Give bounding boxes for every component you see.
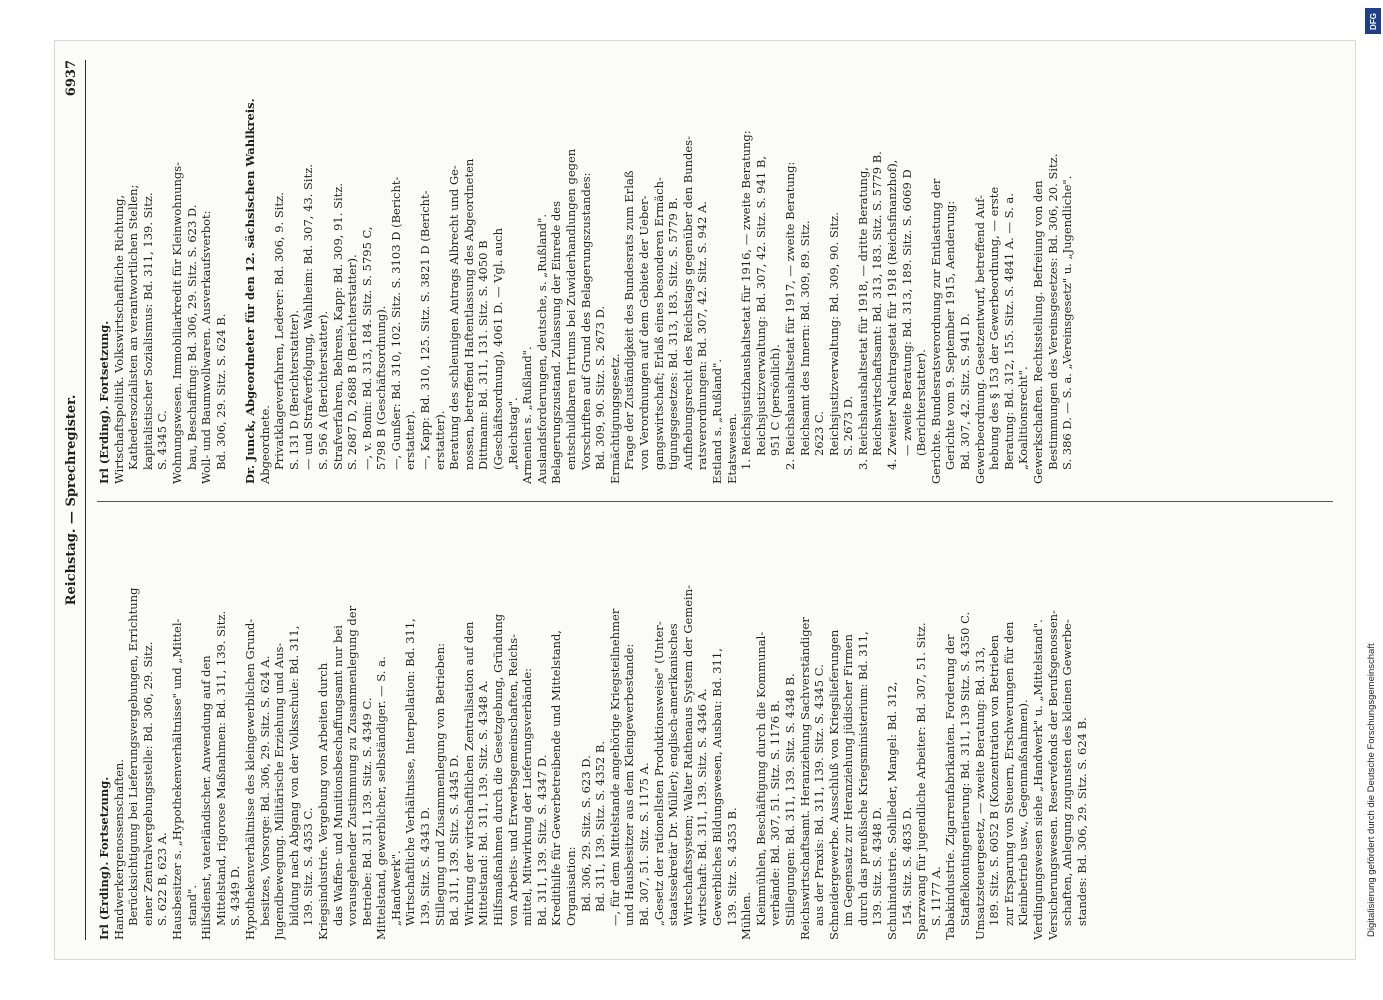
index-line: Bd. 306, 29. Sitz. S. 623 D. (578, 755, 593, 912)
index-line: Reichsjustizverwaltung: Bd. 307, 42. Sitz. S. 941 B, (753, 156, 768, 456)
index-line: Gerichte vom 9. September 1915, Aenderung: (943, 200, 958, 470)
index-line: Stillegung und Zusammenlegung von Betrieben: (432, 642, 447, 926)
left-column (97, 516, 1337, 940)
index-line: kapitalistischer Sozialismus: Bd. 311, 139. Sitz. (140, 192, 155, 470)
index-line: Vorschriften auf Grund des Belagerungszustandes: (578, 172, 593, 470)
index-line: „Reichstag". (505, 397, 520, 470)
index-line: Frage der Zuständigkeit des Bundesrats zum Erlaß (622, 170, 637, 470)
index-line: Schuhindustrie. Sohlleder, Mangel: Bd. 312, (885, 681, 900, 940)
index-line: S. 956 A (Berichterstatter). (315, 310, 330, 470)
index-line: Beratung: Bd. 312, 155. Sitz. S. 4841 A. — S. a. (1001, 193, 1016, 470)
index-line (228, 60, 243, 484)
index-line: Reichsjustizverwaltung: Bd. 309, 90. Sitz. (826, 212, 841, 456)
index-line: S. 131 D (Berichterstatter). (286, 309, 301, 470)
index-line: standes: Bd. 306, 29. Sitz. S. 624 B. (1074, 717, 1089, 926)
index-line: —, Gunßer: Bd. 310, 102. Sitz. S. 3103 D (Bericht- (388, 176, 403, 470)
index-line: S. 4349 D. (228, 865, 243, 926)
dfg-logo (1365, 8, 1381, 34)
index-line: S. 1177 A. (928, 866, 943, 926)
index-line: S. 2687 D, 2688 B (Berichterstatter). (345, 254, 360, 470)
index-line: besitzes, Vorsorge: Bd. 306, 29. Sitz. S. 624 A. (257, 655, 272, 926)
index-line: Etatswesen. (724, 413, 739, 484)
index-line: 2. Reichshaushaltsetat für 1917, — zweite Beratung: (782, 161, 797, 470)
index-line: von Verordnungen auf dem Gebiete der Ueber- (636, 195, 651, 470)
index-line: Bd. 306, 29. Sitz. S. 624 B. (213, 313, 228, 470)
index-line: 5798 B (Geschäftsordnung). (374, 305, 389, 470)
index-line: Hilfsmaßnahmen durch die Gesetzgebung, Gründung (491, 613, 506, 926)
index-line: S. 386 D. — S. a. „Vereinsgesetz" u. „Jugendliche". (1060, 175, 1075, 470)
index-line: S. 2673 D. (841, 395, 856, 456)
index-line: Berücksichtigung bei Lieferungsvergebungen, Errichtung (126, 587, 141, 926)
index-line: Kredithilfe für Gewerbetreibende und Mittelstand, (549, 630, 564, 926)
index-line: Bd. 307, 42. Sitz. S. 941 D. (958, 313, 973, 470)
index-line: ratsverordnungen: Bd. 307, 42. Sitz. S. 942 A. (695, 200, 710, 470)
digitization-sidebar (1363, 40, 1379, 958)
index-line: Reichsamt des Innern: Bd. 309, 89. Sitz. (797, 220, 812, 456)
index-line: Aufhebungsrecht des Reichstags gegenüber den Bundes- (680, 136, 695, 470)
index-line: — und Strafverfolgung, Wahlheim: Bd. 307, 43. Sitz. (301, 164, 316, 470)
index-line: Mittelstand: Bd. 311, 139. Sitz. S. 4348 A. (476, 680, 491, 926)
index-line: Gewerkschaften. Rechtsstellung. Befreiung von den (1031, 180, 1045, 484)
index-line: — zweite Beratung: Bd. 313, 189. Sitz. S. 6069 D (899, 169, 914, 456)
index-line: und Hausbesitzer aus dem Kleingewerbestande: (622, 643, 637, 926)
index-line: erstatter). (403, 410, 418, 470)
index-line: Privatklageverfahren, Lederer: Bd. 306, 9. Sitz. (272, 192, 287, 470)
index-line: Sparzwang für jugendliche Arbeiter: Bd. 307, 51. Sitz. (914, 622, 929, 940)
index-line: (Geschäftsordnung), 4061 D. — Vgl. auch (491, 228, 506, 470)
index-line: bau, Beschaffung: Bd. 306, 29. Sitz. S. 623 D. (184, 204, 199, 470)
index-line: Dittmann: Bd. 311, 131. Sitz. S. 4050 B (476, 240, 491, 470)
index-line: gangswirtschaft; Erlaß eines besonderen Ermäch- (651, 177, 666, 470)
index-line: Abgeordnete. (257, 405, 272, 484)
index-line: Irl (Erding). Fortsetzung. (97, 776, 111, 940)
index-line: 139. Sitz. S. 4348 D. (870, 807, 885, 926)
index-line: Bd. 307, 51. Sitz. S. 1175 A. (636, 762, 651, 926)
index-line: Kriegsindustrie. Vergebung von Arbeiten durch (315, 662, 330, 940)
index-line: Mittelstand, rigorose Maßnahmen: Bd. 311, 139. Sitz. (213, 610, 228, 926)
index-line: nossen, betreffend Haftentlassung des Abgeordneten (461, 158, 476, 470)
index-line: Gewerbliches Bildungswesen, Ausbau: Bd. 311, (709, 648, 724, 926)
header-title: Reichstag. — Sprechregister. (64, 394, 79, 606)
index-line: Organisation: (564, 846, 578, 926)
index-line: wirtschaft: Bd. 311, 139. Sitz. S. 4346 A. (695, 688, 710, 926)
index-line: 2623 C. (812, 411, 827, 456)
index-line: Irl (Erding). Fortsetzung. (97, 320, 111, 484)
index-line: Versicherungswesen. Reservefonds der Berufsgenossen- (1045, 610, 1060, 940)
index-line: tigungsgesetzes: Bd. 313, 183. Sitz. S. 5779 B. (666, 197, 681, 470)
index-line: Umsatzsteuergesetz, — zweite Beratung: Bd. 313, (972, 646, 987, 940)
index-line: Mühlen. (739, 891, 754, 940)
index-line: hebung des § 153 der Gewerbeordnung, — erste (987, 186, 1002, 470)
index-line: Gewerbeordnung. Gesetzentwurf, betreffend Auf- (972, 194, 987, 484)
digitization-note: Digitalisierung gefördert durch die Deutsche Forschungsgemeinschaft (1366, 643, 1377, 937)
index-line: erstatter). (432, 410, 447, 470)
index-line: Bd. 311, 139. Sitz. S. 4352 B. (593, 740, 608, 912)
index-line: bildung nach Abgang von der Volksschule: Bd. 311, (286, 625, 301, 926)
index-line: Auslandsforderungen, deutsche, s. „Rußland". (534, 213, 549, 484)
index-line: Hausbesitzer s. „Hypothekenverhältnisse" und „Mittel- (169, 618, 184, 940)
index-line: Stillegungen: Bd. 311, 139. Sitz. S. 4348 B. (782, 673, 797, 926)
index-line: Ermächtigungsgesetz. (607, 353, 622, 484)
index-line: Wirkung der wirtschaftlichen Zentralisation auf den (461, 621, 476, 926)
index-line: das Waffen- und Munitionsbeschaffungsamt nur bei (330, 625, 345, 926)
index-line: 951 C (persönlich). (768, 344, 783, 456)
index-line: „Gesetz der rationellsten Produktionsweise" (Unter- (651, 621, 666, 926)
column-divider (97, 501, 1333, 502)
index-line: Jugendbewegung. Militärische Erziehung und Aus- (272, 642, 287, 940)
index-line: schaften, Anlegung zugunsten des kleinen Gewerbe- (1060, 619, 1075, 926)
index-line: Reichswirtschaftsamt. Heranziehung Sachverständiger (797, 617, 812, 940)
index-line: „Handwerk". (388, 850, 403, 926)
index-line: 139. Sitz. S. 4353 C. (301, 807, 316, 926)
index-line: Armenien s. „Rußland". (520, 346, 535, 484)
index-line: Verdingungswesen siehe „Handwerk" u. „Mittelstand". (1031, 619, 1045, 940)
index-line: Bd. 311, 139. Sitz. S. 4347 D. (534, 754, 549, 926)
index-line: —, für dem Mittelstande angehörige Kriegsteilnehmer (607, 608, 622, 926)
index-line: Beratung des schleunigen Antrags Albrecht und Ge- (447, 165, 462, 470)
index-line: aus der Praxis: Bd. 311, 139. Sitz. S. 4345 C. (812, 664, 827, 926)
index-line: —, v. Bonin: Bd. 313, 184. Sitz. S. 5795 C, (359, 226, 374, 470)
index-line: verbände: Bd. 307, 51. Sitz. S. 1176 B. (768, 700, 783, 926)
index-line: Mittelstand, gewerblicher, selbständiger. — S. a. (374, 656, 389, 940)
index-line: vorausgehender Zustimmung zu Zusammenlegung der (345, 605, 360, 926)
index-line: Bd. 311, 139. Sitz. S. 4345 D. (447, 754, 462, 926)
index-line: Woll- und Baumwollwaren. Ausverkaufsverbot: (199, 210, 214, 484)
index-line: entschuldbaren Irrtums bei Zuwiderhandlungen gegen (564, 148, 578, 470)
index-line: mittel, Mitwirkung der Lieferungsverbände: (520, 667, 535, 926)
index-line: Bd. 309, 90. Sitz. S. 2673 D. (593, 305, 608, 470)
page-header (63, 60, 86, 940)
index-line: Reichswirtschaftsamt: Bd. 313, 183. Sitz. S. 5779 B. (870, 151, 885, 456)
index-line: 189. Sitz. S. 6052 B (Konzentration von Betrieben (987, 634, 1002, 926)
index-line: Betriebe: Bd. 311, 139. Sitz. S. 4349 C. (359, 697, 374, 926)
index-line: Wirtschaftssystem; Walter Rathenaus System der Gemein- (680, 585, 695, 926)
index-line: von Arbeits- und Erwerbsgemeinschaften, Reichs- (505, 633, 520, 926)
index-line: zur Ersparung von Steuern, Erschwerungen für den (1001, 621, 1016, 926)
index-line: Estland s. „Rußland". (709, 358, 724, 484)
index-line: Handwerkergenossenschaften. (111, 759, 126, 940)
index-line: 139. Sitz. S. 4353 B. (724, 807, 739, 926)
index-line: Hypothekenverhältnisse des kleingewerblichen Grund- (242, 618, 257, 940)
index-line: 139. Sitz. S. 4343 D. (418, 807, 433, 926)
index-line: 4. Zweiter Nachtragsetat für 1918 (Reichsfinanzhof), (885, 159, 900, 470)
dfg-logo-text: DFG (1368, 12, 1378, 30)
index-line: im Gegensatz zur Heranziehung jüdischer Firmen (841, 634, 856, 926)
index-line: Tabakindustrie. Zigarrenfabrikanten. Forderung der (943, 634, 958, 940)
index-line: Hilfsdienst, vaterländischer. Anwendung auf den (199, 655, 214, 940)
index-line: durch das preußische Kriegsministerium: Bd. 311, (855, 631, 870, 926)
index-line: —, Kapp: Bd. 310, 125. Sitz. S. 3821 D (Bericht- (418, 190, 433, 470)
index-line: S. 622 B, 623 A. (155, 832, 170, 926)
index-line: Wirtschaftspolitik. Volkswirtschaftliche Richtung, (111, 194, 126, 484)
index-line: „Koalitionsrecht". (1016, 366, 1031, 470)
index-line: Bestimmungen des Vereinsgesetzes: Bd. 306, 20. Sitz. (1045, 153, 1060, 470)
index-line: 3. Reichshaushaltsetat für 1918, — dritte Beratung, (855, 167, 870, 470)
index-line: Gerichte. Bundesratsverordnung zur Entlastung der (928, 178, 943, 484)
index-line: Belagerungszustand. Zulassung der Einrede des (549, 200, 564, 484)
index-line: S. 4345 C. (155, 410, 170, 470)
index-line: (Berichterstatter). (914, 349, 929, 456)
index-line: Kathedersozialisten an verantwortlichen Stellen; (126, 184, 141, 470)
page-number: 6937 (64, 60, 79, 97)
index-line: staatssekretär Dr. Müller); englisch-amerikanisches (666, 623, 681, 926)
scanned-page (54, 40, 1356, 960)
rotated-page (55, 40, 1355, 960)
index-line: 154. Sitz. S. 4835 D. (899, 807, 914, 926)
index-line: Dr. Junck, Abgeordneter für den 12. sächsischen Wahlkreis. (242, 98, 257, 484)
index-line: 1. Reichsjustizhaushaltsetat für 1916, — zweite Beratung: (739, 130, 754, 470)
index-line: Strafverfahren, Behrens, Kapp: Bd. 309, 91. Sitz. (330, 183, 345, 470)
index-line: Staffelkontingentierung: Bd. 311, 139 Sitz. S. 4350 C. (958, 611, 973, 926)
index-line: Kleinmühlen, Beschäftigung durch die Kommunal- (753, 631, 768, 926)
index-line: Kleinbetrieb usw., Gegenmaßnahmen). (1016, 699, 1031, 926)
index-line: stand". (184, 884, 199, 926)
right-column (97, 60, 1337, 484)
index-line: Wirtschaftliche Verhältnisse, Interpellation: Bd. 311, (403, 618, 418, 926)
index-line: Wohnungswesen. Immobiliarkredit für Kleinwohnungs- (169, 161, 184, 484)
index-line: Schneidergewerbe. Ausschluß von Kriegslieferungen (826, 629, 841, 940)
index-line: einer Zentralvergebungsstelle: Bd. 306, 29. Sitz. (140, 641, 155, 926)
